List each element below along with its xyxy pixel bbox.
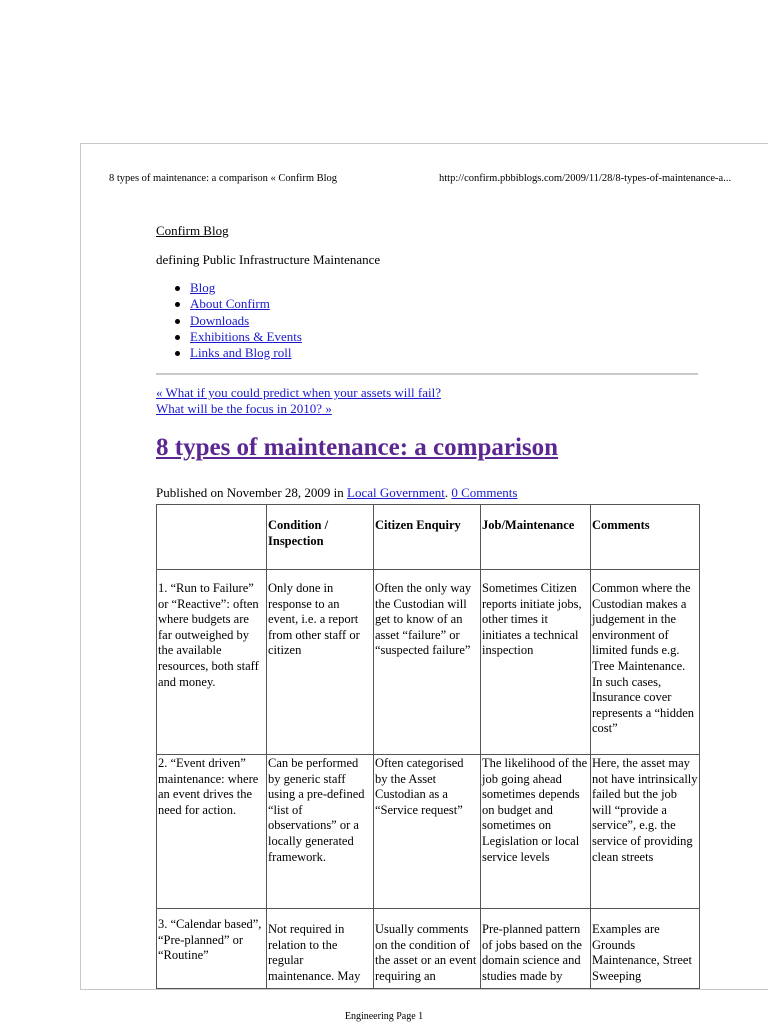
nav-list	[156, 280, 302, 361]
comparison-table	[156, 504, 700, 989]
nav-item-blog	[190, 280, 302, 296]
table-header-cell: Condition / Inspection	[267, 505, 374, 570]
table-row	[157, 909, 700, 989]
previous-post-link[interactable]: « What if you could predict when your assets will fail?	[156, 385, 441, 400]
nav-item-links	[190, 345, 302, 361]
table-cell: 1. “Run to Failure” or “Reactive”: often where budgets are far outweighed by the available resources, both staff and money.	[157, 570, 267, 755]
table-cell: Not required in relation to the regular maintenance. May	[267, 909, 374, 989]
nav-link-events[interactable]: Exhibitions & Events	[190, 328, 302, 344]
post-navigation	[156, 385, 441, 417]
table-cell: The likelihood of the job going ahead sometimes depends on budget and sometimes on Legislation or local service levels	[481, 755, 591, 909]
nav-item-about	[190, 296, 302, 312]
table-cell: Often the only way the Custodian will get to know of an asset “failure” or “suspected failure”	[374, 570, 481, 755]
table-cell: Only done in response to an event, i.e. a report from other staff or citizen	[267, 570, 374, 755]
post-title[interactable]: 8 types of maintenance: a comparison	[156, 434, 559, 461]
divider	[156, 373, 698, 375]
table-cell: Pre-planned pattern of jobs based on the domain science and studies made by	[481, 909, 591, 989]
blog-tagline: defining Public Infrastructure Maintenance	[156, 252, 381, 267]
comments-link[interactable]: 0 Comments	[451, 485, 518, 500]
nav-link-about[interactable]: About Confirm	[190, 296, 270, 312]
nav-item-events	[190, 329, 302, 345]
category-link[interactable]: Local Government	[347, 485, 445, 500]
blog-name-link[interactable]: Confirm Blog	[156, 223, 229, 238]
print-header-title: 8 types of maintenance: a comparison « Confirm Blog	[109, 173, 338, 184]
table-row	[157, 755, 700, 909]
nav-link-blog[interactable]: Blog	[190, 280, 216, 295]
table-row	[157, 570, 700, 755]
table-cell: Usually comments on the condition of the asset or an event requiring an	[374, 909, 481, 989]
table-cell: 3. “Calendar based”, “Pre-planned” or “Routine”	[157, 909, 267, 989]
meta-separator: .	[444, 485, 449, 500]
table-cell: 2. “Event driven” maintenance: where an event drives the need for action.	[157, 755, 267, 909]
table-cell: Can be performed by generic staff using a pre-defined “list of observations” or a locally generated framework.	[267, 755, 374, 909]
table-header-cell	[157, 505, 267, 570]
page-footer: Engineering Page 1	[344, 1011, 424, 1022]
table-cell: Common where the Custodian makes a judgement in the environment of limited funds e.g. Tree Maintenance. In such cases, Insurance cover represents a “hidden cost”	[591, 570, 700, 755]
table-header-cell: Citizen Enquiry	[374, 505, 481, 570]
table-cell: Sometimes Citizen reports initiate jobs, other times it initiates a technical inspection	[481, 570, 591, 755]
document-page	[80, 143, 768, 990]
table-cell: Often categorised by the Asset Custodian as a “Service request”	[374, 755, 481, 909]
nav-item-downloads	[190, 313, 302, 329]
print-header-url: http://confirm.pbbiblogs.com/2009/11/28/8-types-of-maintenance-a...	[439, 173, 732, 184]
post-meta	[156, 485, 517, 501]
published-text: Published on November 28, 2009 in	[156, 485, 344, 500]
table-header-cell: Comments	[591, 505, 700, 570]
nav-link-links[interactable]: Links and Blog roll	[190, 345, 292, 361]
nav-link-downloads[interactable]: Downloads	[190, 312, 250, 328]
table-header-row	[157, 505, 700, 570]
table-cell: Here, the asset may not have intrinsically failed but the job will “provide a service”, e.g. the service of providing clean streets	[591, 755, 700, 909]
next-post-link[interactable]: What will be the focus in 2010? »	[156, 401, 332, 416]
table-header-cell: Job/Maintenance	[481, 505, 591, 570]
table-cell: Examples are Grounds Maintenance, Street Sweeping	[591, 909, 700, 989]
